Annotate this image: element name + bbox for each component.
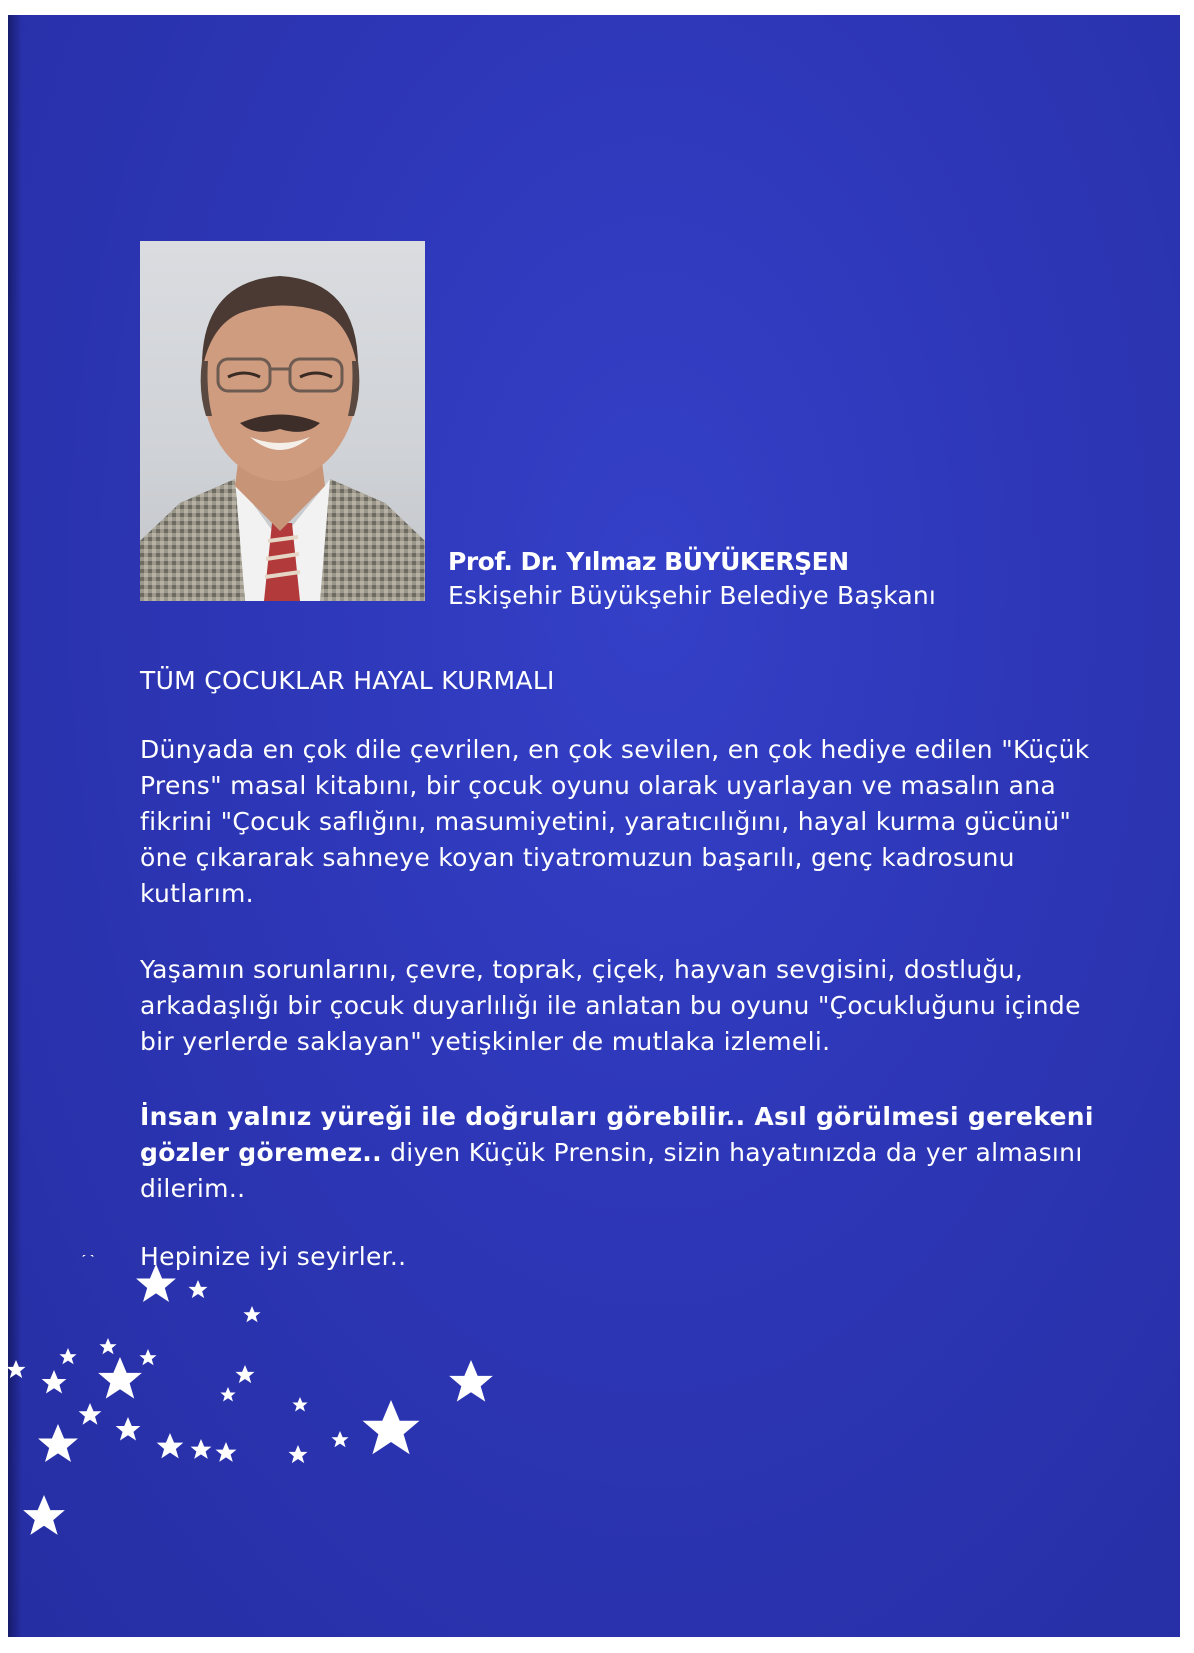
author-title: Eskişehir Büyükşehir Belediye Başkanı <box>448 581 937 610</box>
quote-rest: diyen Küçük Prensin, sizin hayatınızda da yer almasını dilerim.. <box>140 1138 1083 1203</box>
page <box>8 15 1180 1637</box>
paragraph-2: Yaşamın sorunlarını, çevre, toprak, çiçek, hayvan sevgisini, dostluğu, arkadaşlığı bir çocuk duyarlılığı ile anlatan bu oyunu "Çocukluğunu içinde bir yerlerde saklayan" yetişkinler de mutlaka izlemeli. <box>140 955 1081 1056</box>
paragraph-1: Dünyada en çok dile çevrilen, en çok sevilen, en çok hediye edilen "Küçük Prens" masal kitabını, bir çocuk oyunu olarak uyarlayan ve masalın ana fikrini "Çocuk saflığını, masumiyetini, yaratıcılığını, hayal kurma gücünü" öne çıkararak sahneye koyan tiyatromuzun başarılı, genç kadrosunu kutlarım. <box>140 735 1090 908</box>
author-caption <box>448 545 936 613</box>
paragraph-3 <box>140 1099 1100 1207</box>
page-heading: TÜM ÇOCUKLAR HAYAL KURMALI <box>140 666 555 695</box>
quote-bold: İnsan yalnız yüreği ile doğruları görebilir.. Asıl görülmesi gerekeni gözler göremez.. <box>140 1102 1094 1167</box>
stars-icon <box>8 1255 608 1637</box>
closing-line: Hepinize iyi seyirler.. <box>140 1242 407 1271</box>
portrait-photo-icon <box>140 241 425 601</box>
author-name: Prof. Dr. Yılmaz BÜYÜKERŞEN <box>448 547 849 576</box>
